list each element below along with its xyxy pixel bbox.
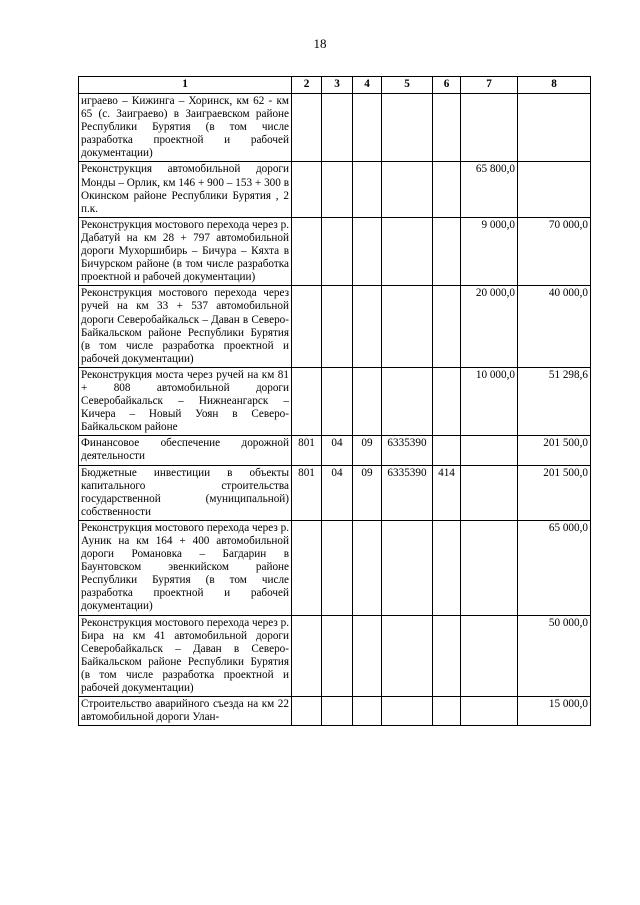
cell-col2 (292, 520, 322, 615)
cell-col2: 801 (292, 465, 322, 520)
cell-col4: 09 (353, 465, 382, 520)
cell-col8: 15 000,0 (518, 697, 591, 726)
cell-col3 (322, 94, 353, 162)
cell-col5 (382, 520, 433, 615)
cell-col2: 801 (292, 436, 322, 465)
column-header: 3 (322, 77, 353, 94)
table-row (79, 367, 591, 435)
cell-col8 (518, 94, 591, 162)
cell-col3: 04 (322, 465, 353, 520)
cell-col5 (382, 367, 433, 435)
column-header: 7 (461, 77, 518, 94)
row-description: Реконструкция мостового перехода через ручей на км 33 + 537 автомобильной дороги Северобайкальск – Даван в Северо-Байкальском районе Республики Бурятия (в том числе разработка проектной и рабочей документации) (79, 286, 292, 368)
cell-col2 (292, 286, 322, 368)
cell-col8: 70 000,0 (518, 217, 591, 285)
cell-col3 (322, 286, 353, 368)
cell-col3 (322, 615, 353, 697)
cell-col7: 65 800,0 (461, 162, 518, 217)
cell-col6 (433, 367, 461, 435)
cell-col5 (382, 94, 433, 162)
cell-col6 (433, 217, 461, 285)
row-description: играево – Кижинга – Хоринск, км 62 - км 65 (с. Заиграево) в Заиграевском районе Республики Бурятия (в том числе разработка проектной и рабочей документации) (79, 94, 292, 162)
cell-col2 (292, 94, 322, 162)
row-description: Реконструкция мостового перехода через р. Дабатуй на км 28 + 797 автомобильной дороги Мухоршибирь – Бичура – Кяхта в Бичурском районе (в том числе разработка проектной и рабочей документации) (79, 217, 292, 285)
cell-col8: 201 500,0 (518, 436, 591, 465)
cell-col6 (433, 697, 461, 726)
cell-col4 (353, 520, 382, 615)
table-row (79, 697, 591, 726)
column-header: 2 (292, 77, 322, 94)
table-row (79, 465, 591, 520)
cell-col8: 40 000,0 (518, 286, 591, 368)
cell-col7: 10 000,0 (461, 367, 518, 435)
cell-col6 (433, 520, 461, 615)
column-header: 4 (353, 77, 382, 94)
row-description: Реконструкция мостового перехода через р. Ауник на км 164 + 400 автомобильной дороги Романовка – Багдарин в Баунтовском эвенкийском районе Республики Бурятия (в том числе разработка проектной и рабочей документации) (79, 520, 292, 615)
cell-col8 (518, 162, 591, 217)
table-row (79, 436, 591, 465)
cell-col3: 04 (322, 436, 353, 465)
row-description: Финансовое обеспечение дорожной деятельности (79, 436, 292, 465)
cell-col6 (433, 286, 461, 368)
cell-col8: 65 000,0 (518, 520, 591, 615)
cell-col5: 6335390 (382, 465, 433, 520)
cell-col2 (292, 697, 322, 726)
cell-col5 (382, 162, 433, 217)
cell-col3 (322, 217, 353, 285)
table-header-row (79, 77, 591, 94)
cell-col4: 09 (353, 436, 382, 465)
row-description: Строительство аварийного съезда на км 22 автомобильной дороги Улан- (79, 697, 292, 726)
cell-col6 (433, 436, 461, 465)
cell-col7 (461, 697, 518, 726)
cell-col4 (353, 367, 382, 435)
cell-col7 (461, 436, 518, 465)
cell-col3 (322, 162, 353, 217)
cell-col8: 50 000,0 (518, 615, 591, 697)
cell-col4 (353, 217, 382, 285)
cell-col2 (292, 217, 322, 285)
cell-col5 (382, 697, 433, 726)
table-row (79, 94, 591, 162)
cell-col5 (382, 286, 433, 368)
table-row (79, 520, 591, 615)
cell-col8: 51 298,6 (518, 367, 591, 435)
budget-table (78, 76, 591, 726)
cell-col7: 20 000,0 (461, 286, 518, 368)
cell-col7: 9 000,0 (461, 217, 518, 285)
cell-col5 (382, 217, 433, 285)
table-row (79, 286, 591, 368)
cell-col4 (353, 94, 382, 162)
cell-col5 (382, 615, 433, 697)
cell-col6 (433, 94, 461, 162)
table-row (79, 162, 591, 217)
cell-col3 (322, 367, 353, 435)
cell-col2 (292, 367, 322, 435)
column-header: 1 (79, 77, 292, 94)
cell-col3 (322, 697, 353, 726)
row-description: Бюджетные инвестиции в объекты капитального строительства государственной (муниципальной) собственности (79, 465, 292, 520)
cell-col3 (322, 520, 353, 615)
cell-col6: 414 (433, 465, 461, 520)
cell-col7 (461, 465, 518, 520)
column-header: 8 (518, 77, 591, 94)
cell-col7 (461, 94, 518, 162)
cell-col6 (433, 162, 461, 217)
row-description: Реконструкция мостового перехода через р. Бира на км 41 автомобильной дороги Северобайкальск – Даван в Северо-Байкальском районе Республики Бурятия (в том числе разработка проектной и рабочей документации) (79, 615, 292, 697)
cell-col4 (353, 162, 382, 217)
cell-col7 (461, 615, 518, 697)
cell-col7 (461, 520, 518, 615)
cell-col2 (292, 162, 322, 217)
cell-col4 (353, 697, 382, 726)
page-number: 18 (313, 36, 327, 51)
row-description: Реконструкция моста через ручей на км 81 + 808 автомобильной дороги Северобайкальск – Нижнеангарск – Кичера – Новый Уоян в Северо-Байкальском районе (79, 367, 292, 435)
cell-col6 (433, 615, 461, 697)
column-header: 6 (433, 77, 461, 94)
cell-col4 (353, 286, 382, 368)
column-header: 5 (382, 77, 433, 94)
row-description: Реконструкция автомобильной дороги Монды – Орлик, км 146 + 900 – 153 + 300 в Окинском районе Республики Бурятия , 2 п.к. (79, 162, 292, 217)
table-row (79, 217, 591, 285)
cell-col5: 6335390 (382, 436, 433, 465)
cell-col2 (292, 615, 322, 697)
cell-col8: 201 500,0 (518, 465, 591, 520)
table-row (79, 615, 591, 697)
cell-col4 (353, 615, 382, 697)
